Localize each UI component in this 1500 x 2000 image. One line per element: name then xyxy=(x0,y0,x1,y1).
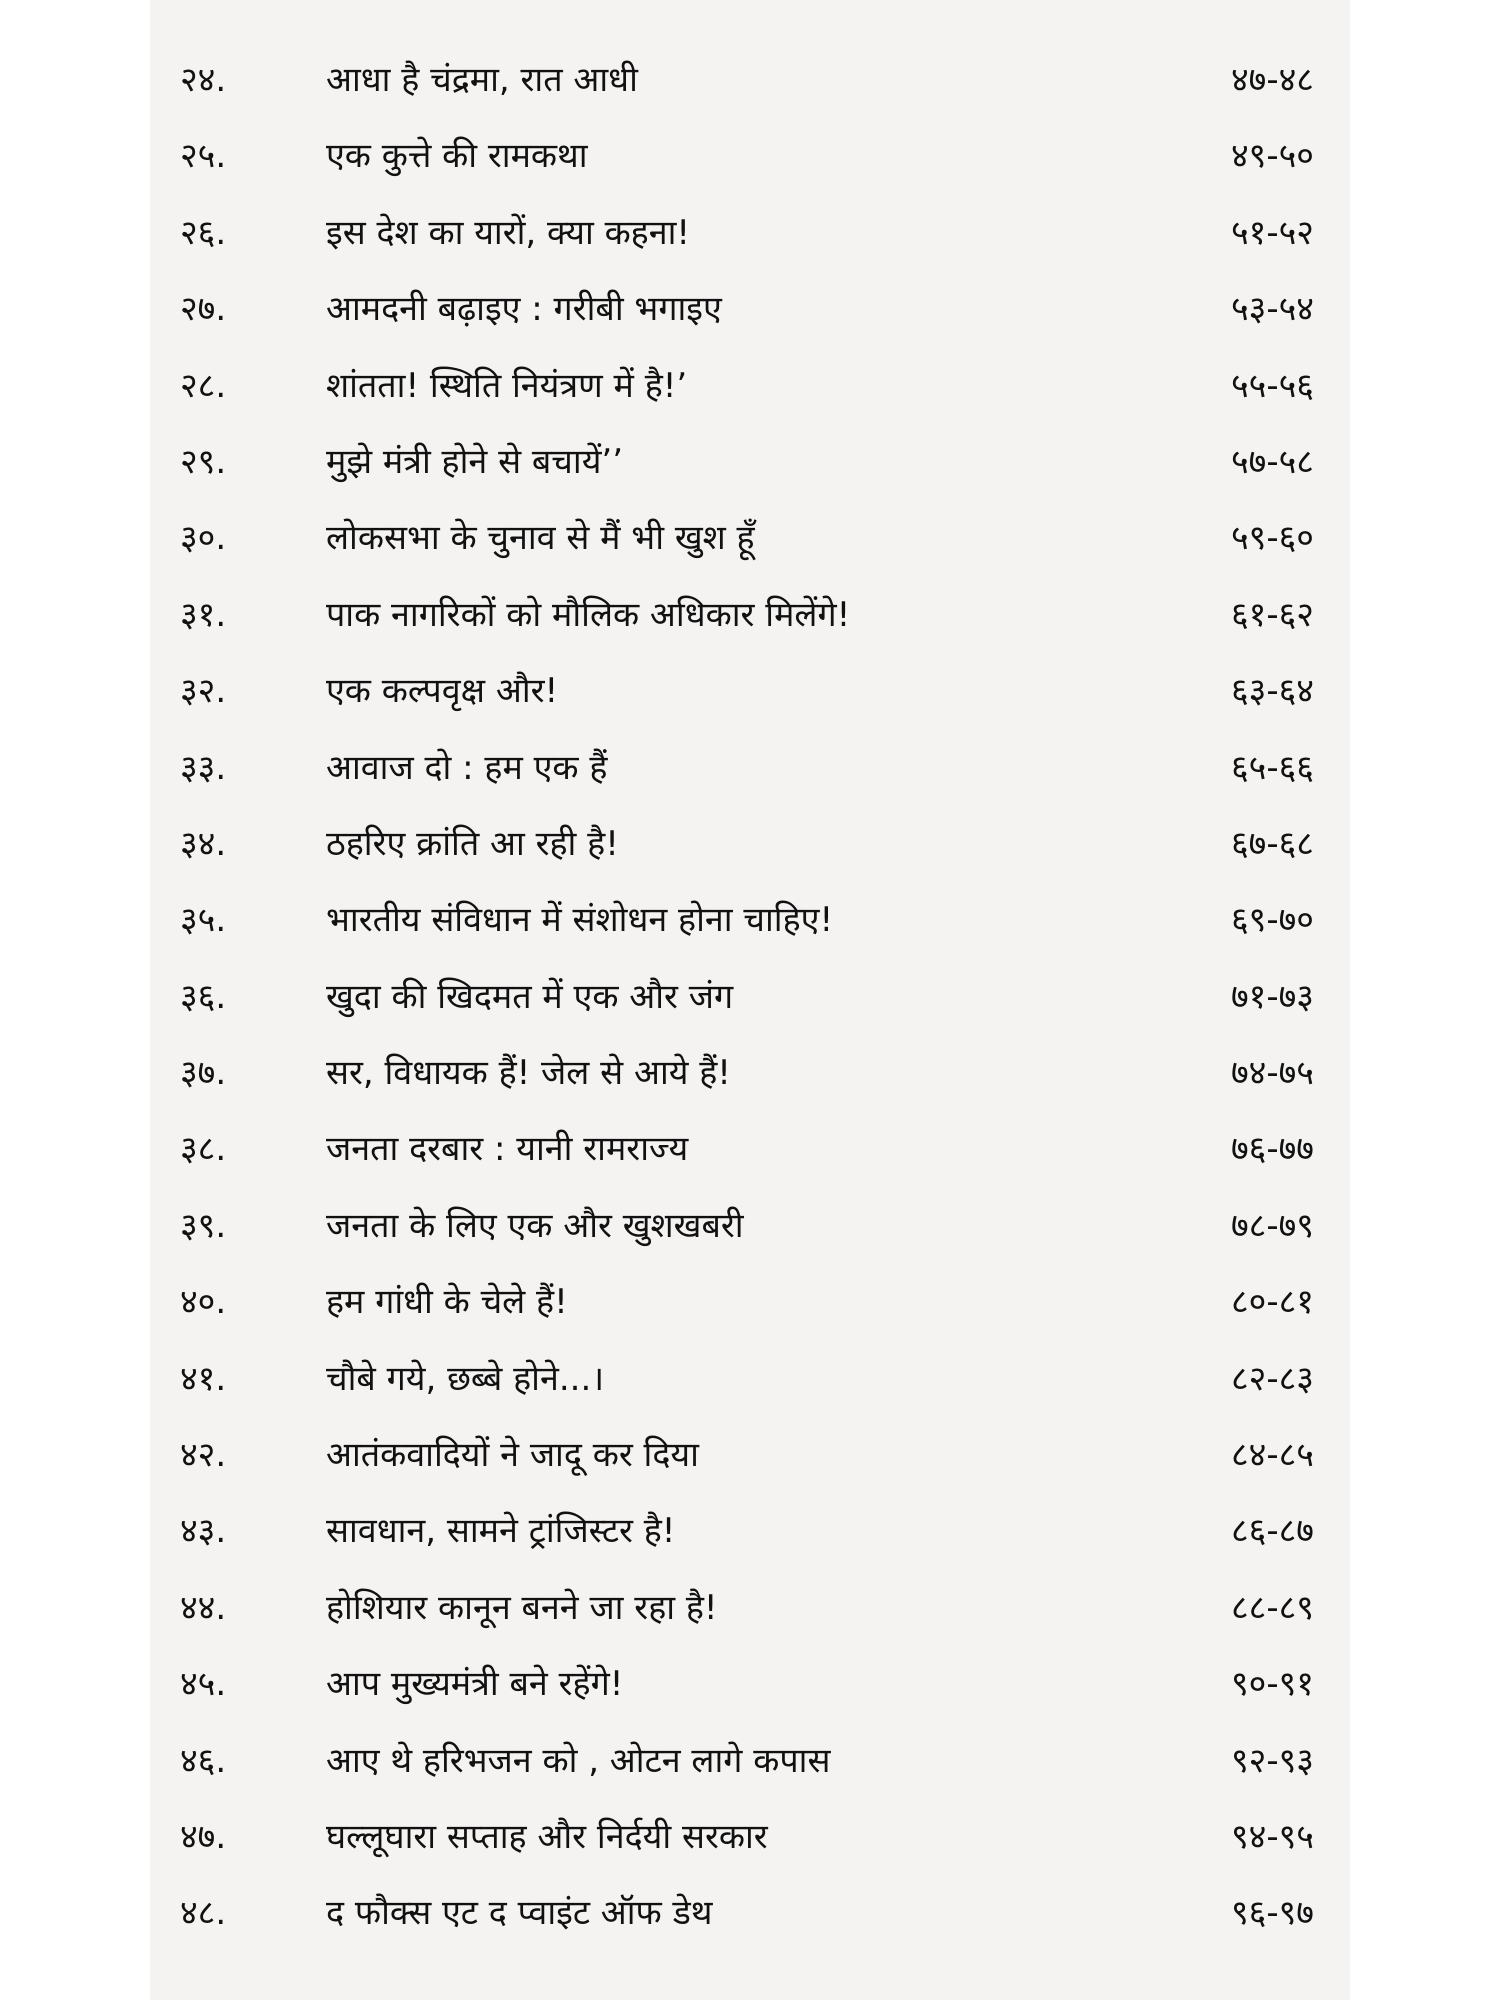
toc-entry-pages: ७४-७५ xyxy=(1231,1053,1314,1094)
toc-entry-title: शांतता! स्थिति नियंत्रण में है!’ xyxy=(326,365,688,406)
toc-entry-number: ३७. xyxy=(180,1053,227,1094)
toc-entry xyxy=(150,1417,1350,1493)
toc-entry-title: आवाज दो : हम एक हैं xyxy=(326,747,608,788)
toc-entry-title: हम गांधी के चेले हैं! xyxy=(326,1282,568,1323)
toc-entry xyxy=(150,1646,1350,1722)
toc-entry-pages: ८४-८५ xyxy=(1231,1435,1314,1476)
toc-entry-title: खुदा की खिदमत में एक और जंग xyxy=(326,976,734,1017)
toc-entry-pages: ५१-५२ xyxy=(1231,212,1314,253)
toc-entry xyxy=(150,1341,1350,1417)
toc-entry xyxy=(150,1111,1350,1187)
toc-entry-pages: ६७-६८ xyxy=(1231,823,1314,864)
toc-entry-pages: ६३-६४ xyxy=(1231,671,1314,712)
toc-entry-number: ३९. xyxy=(180,1205,227,1246)
toc-entry-title: एक कल्पवृक्ष और! xyxy=(326,671,559,712)
toc-entry-number: २९. xyxy=(180,441,227,482)
toc-entry-pages: ७८-७९ xyxy=(1231,1205,1314,1246)
toc-entry-number: ४२. xyxy=(180,1435,227,1476)
toc-entry-title: जनता के लिए एक और खुशखबरी xyxy=(326,1205,744,1246)
toc-entry-pages: ८८-८९ xyxy=(1231,1587,1314,1628)
toc-entry xyxy=(150,1570,1350,1646)
toc-entry xyxy=(150,1723,1350,1799)
toc-entry xyxy=(150,653,1350,729)
toc-entry xyxy=(150,959,1350,1035)
toc-entry-title: आतंकवादियों ने जादू कर दिया xyxy=(326,1435,699,1476)
toc-entry-number: ३५. xyxy=(180,900,227,941)
toc-entry-title: पाक नागरिकों को मौलिक अधिकार मिलेंगे! xyxy=(326,594,851,635)
toc-entry-number: ४०. xyxy=(180,1282,227,1323)
toc-entry-pages: ५९-६० xyxy=(1231,518,1314,559)
toc-entry-title: सावधान, सामने ट्रांजिस्टर है! xyxy=(326,1511,676,1552)
toc-entry-pages: ७१-७३ xyxy=(1231,976,1314,1017)
toc-entry-pages: ८२-८३ xyxy=(1231,1358,1314,1399)
toc-entry-pages: ६५-६६ xyxy=(1231,747,1314,788)
toc-entry-pages: ९२-९३ xyxy=(1231,1740,1314,1781)
toc-entry-number: ४७. xyxy=(180,1816,227,1857)
toc-entry-title: आए थे हरिभजन को , ओटन लागे कपास xyxy=(326,1740,831,1781)
toc-entry-number: ३१. xyxy=(180,594,227,635)
toc-entry-pages: ८६-८७ xyxy=(1231,1511,1314,1552)
toc-entry-number: २६. xyxy=(180,212,227,253)
toc-entry-title: एक कुत्ते की रामकथा xyxy=(326,136,588,177)
toc-entry-title: मुझे मंत्री होने से बचायें’’ xyxy=(326,441,624,482)
toc-entry xyxy=(150,271,1350,347)
toc-entry-pages: ४९-५० xyxy=(1231,136,1314,177)
toc-entry-pages: ७६-७७ xyxy=(1231,1129,1314,1170)
book-page xyxy=(150,0,1350,2000)
toc-entry xyxy=(150,500,1350,576)
toc-entry-number: ३८. xyxy=(180,1129,227,1170)
toc-entry xyxy=(150,1875,1350,1951)
toc-entry-number: ४८. xyxy=(180,1893,227,1934)
toc-entry-number: ३४. xyxy=(180,823,227,864)
toc-entry xyxy=(150,1493,1350,1569)
toc-entry-title: लोकसभा के चुनाव से मैं भी खुश हूँ xyxy=(326,518,755,559)
toc-entry-title: घल्लूघारा सप्ताह और निर्दयी सरकार xyxy=(326,1816,768,1857)
toc-entry-number: ४१. xyxy=(180,1358,227,1399)
toc-entry-number: ३२. xyxy=(180,671,227,712)
toc-entry xyxy=(150,1799,1350,1875)
toc-entry-pages: ५७-५८ xyxy=(1231,441,1314,482)
toc-entry-number: २७. xyxy=(180,289,227,330)
toc-entry-pages: ५५-५६ xyxy=(1231,365,1314,406)
toc-entry xyxy=(150,195,1350,271)
toc-entry xyxy=(150,424,1350,500)
toc-entry xyxy=(150,730,1350,806)
toc-entry xyxy=(150,118,1350,194)
toc-entry-pages: ९४-९५ xyxy=(1231,1816,1314,1857)
toc-entry-title: सर, विधायक हैं! जेल से आये हैं! xyxy=(326,1053,731,1094)
toc-entry-pages: ९६-९७ xyxy=(1231,1893,1314,1934)
toc-entry-number: ३३. xyxy=(180,747,227,788)
toc-entry xyxy=(150,42,1350,118)
toc-entry-title: भारतीय संविधान में संशोधन होना चाहिए! xyxy=(326,900,834,941)
toc-entry-number: ४५. xyxy=(180,1664,227,1705)
toc-entry-number: ४४. xyxy=(180,1587,227,1628)
toc-entry-number: २८. xyxy=(180,365,227,406)
toc-entry-pages: ४७-४८ xyxy=(1231,60,1314,100)
toc-entry-title: द फौक्स एट द प्वाइंट ऑफ डेथ xyxy=(326,1893,713,1934)
toc-entry-number: ४३. xyxy=(180,1511,227,1552)
toc-entry-pages: ६१-६२ xyxy=(1231,594,1314,635)
table-of-contents xyxy=(150,42,1350,1952)
toc-entry-number: ३०. xyxy=(180,518,227,559)
toc-entry-number: ४६. xyxy=(180,1740,227,1781)
toc-entry-number: २४. xyxy=(180,60,227,100)
toc-entry-title: आप मुख्यमंत्री बने रहेंगे! xyxy=(326,1664,624,1705)
toc-entry xyxy=(150,882,1350,958)
toc-entry xyxy=(150,577,1350,653)
toc-entry-pages: ८०-८१ xyxy=(1231,1282,1314,1323)
toc-entry-pages: ५३-५४ xyxy=(1231,289,1314,330)
toc-entry-title: होशियार कानून बनने जा रहा है! xyxy=(326,1587,718,1628)
toc-entry xyxy=(150,1188,1350,1264)
toc-entry xyxy=(150,1035,1350,1111)
toc-entry-title: आधा है चंद्रमा, रात आधी xyxy=(326,60,638,100)
toc-entry-title: ठहरिए क्रांति आ रही है! xyxy=(326,823,619,864)
toc-entry xyxy=(150,806,1350,882)
toc-entry xyxy=(150,1264,1350,1340)
toc-entry-number: २५. xyxy=(180,136,227,177)
toc-entry-title: आमदनी बढ़ाइए : गरीबी भगाइए xyxy=(326,289,722,330)
toc-entry-pages: ९०-९१ xyxy=(1231,1664,1314,1705)
toc-entry-title: चौबे गये, छब्बे होने...। xyxy=(326,1358,605,1399)
toc-entry-title: इस देश का यारों, क्या कहना! xyxy=(326,212,691,253)
toc-entry-number: ३६. xyxy=(180,976,227,1017)
toc-entry xyxy=(150,348,1350,424)
toc-entry-pages: ६९-७० xyxy=(1231,900,1314,941)
toc-entry-title: जनता दरबार : यानी रामराज्य xyxy=(326,1129,689,1170)
